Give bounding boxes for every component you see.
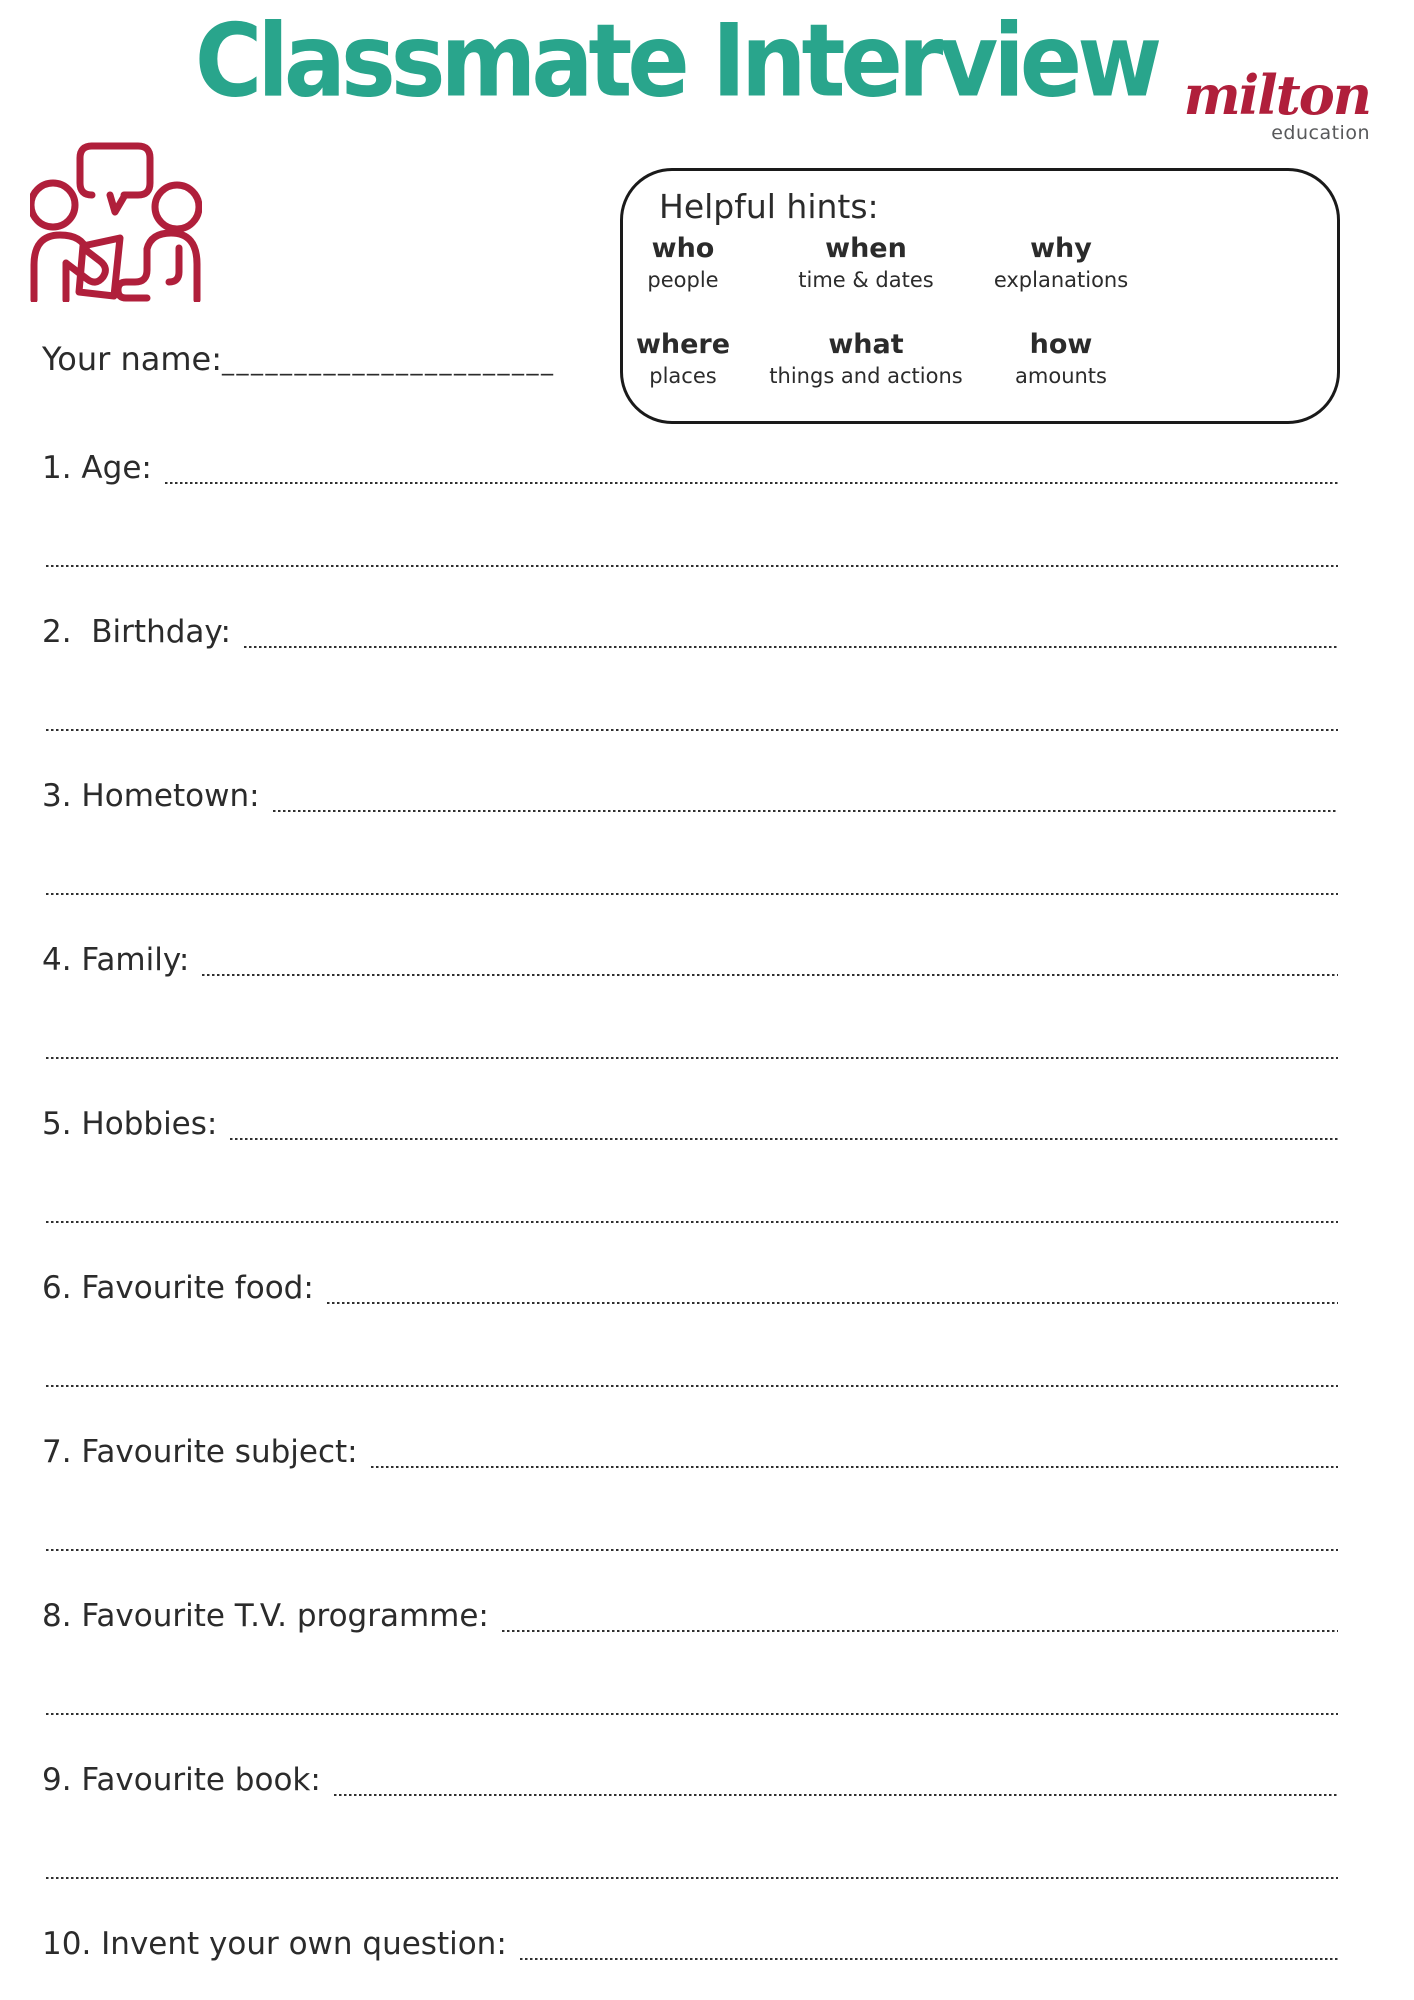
answer-line <box>202 974 1338 976</box>
hint-desc: people <box>647 268 719 292</box>
question-label: 2. Birthday: <box>42 614 231 650</box>
question-label: 8. Favourite T.V. programme: <box>42 1598 489 1634</box>
hint-item-when <box>759 232 973 294</box>
hint-item-why <box>993 232 1129 294</box>
question-label: 5. Hobbies: <box>42 1106 218 1142</box>
hint-item-what <box>759 328 973 390</box>
question-label: 10. Invent your own question: <box>42 1926 507 1962</box>
hint-word: how <box>1029 329 1093 360</box>
question-row-7 <box>42 1431 1338 1473</box>
hint-word: where <box>635 329 731 360</box>
answer-line <box>244 646 1338 648</box>
speech-bubble-icon <box>92 146 150 195</box>
answer-line-full <box>46 1877 1338 1879</box>
brand-logo-name: milton <box>1183 63 1370 127</box>
hint-item-where <box>635 328 731 390</box>
question-label: 9. Favourite book: <box>42 1762 321 1798</box>
question-label: 3. Hometown: <box>42 778 260 814</box>
clipboard-paper <box>79 238 120 296</box>
answer-line-full <box>46 729 1338 731</box>
hint-desc: things and actions <box>769 364 963 388</box>
question-row-3 <box>42 775 1338 817</box>
question-row-10 <box>42 1923 1338 1965</box>
hint-desc: places <box>649 364 717 388</box>
hints-heading: Helpful hints: <box>659 187 879 226</box>
hint-desc: amounts <box>1015 364 1107 388</box>
answer-line-full <box>46 1385 1338 1387</box>
answer-line <box>327 1302 1338 1304</box>
question-row-5 <box>42 1103 1338 1145</box>
right-person-head <box>155 185 199 229</box>
answer-line <box>520 1958 1338 1960</box>
question-row-6 <box>42 1267 1338 1309</box>
answer-line <box>230 1138 1338 1140</box>
answer-line <box>334 1794 1338 1796</box>
name-field <box>42 340 556 378</box>
name-blank-line: _______________________ <box>222 348 556 376</box>
answer-line <box>165 482 1338 484</box>
question-row-4 <box>42 939 1338 981</box>
question-label: 4. Family: <box>42 942 190 978</box>
hint-word: what <box>828 329 904 360</box>
answer-line <box>371 1466 1338 1468</box>
answer-line <box>273 810 1338 812</box>
answer-line-full <box>46 1057 1338 1059</box>
answer-line-full <box>46 893 1338 895</box>
hint-item-how <box>1001 328 1121 390</box>
hints-grid <box>635 232 1319 390</box>
answer-line-full <box>46 1549 1338 1551</box>
hint-desc: explanations <box>993 268 1129 292</box>
interview-conversation-icon <box>30 142 202 302</box>
page-title: Classmate Interview <box>194 2 1158 120</box>
hint-word: when <box>825 233 907 264</box>
answer-line-full <box>46 1221 1338 1223</box>
speech-bubble-tail <box>110 195 125 212</box>
helpful-hints-box <box>620 168 1340 424</box>
question-label: 1. Age: <box>42 450 152 486</box>
hint-desc: time & dates <box>798 268 934 292</box>
left-person-head <box>31 183 75 227</box>
brand-logo-tagline: education <box>1271 122 1370 144</box>
question-label: 6. Favourite food: <box>42 1270 314 1306</box>
name-field-label: Your name: <box>42 340 223 378</box>
question-row-9 <box>42 1759 1338 1801</box>
hint-word: why <box>1030 233 1092 264</box>
hint-word: who <box>651 233 715 264</box>
question-row-1 <box>42 447 1338 489</box>
right-person-body <box>118 233 197 300</box>
question-label: 7. Favourite subject: <box>42 1434 358 1470</box>
answer-line <box>502 1630 1338 1632</box>
question-row-8 <box>42 1595 1338 1637</box>
right-person-arm <box>169 248 179 282</box>
answer-line-full <box>46 1713 1338 1715</box>
hint-item-who <box>635 232 731 294</box>
answer-line-full <box>46 565 1338 567</box>
question-row-2 <box>42 611 1338 653</box>
brand-logo <box>1183 63 1370 144</box>
